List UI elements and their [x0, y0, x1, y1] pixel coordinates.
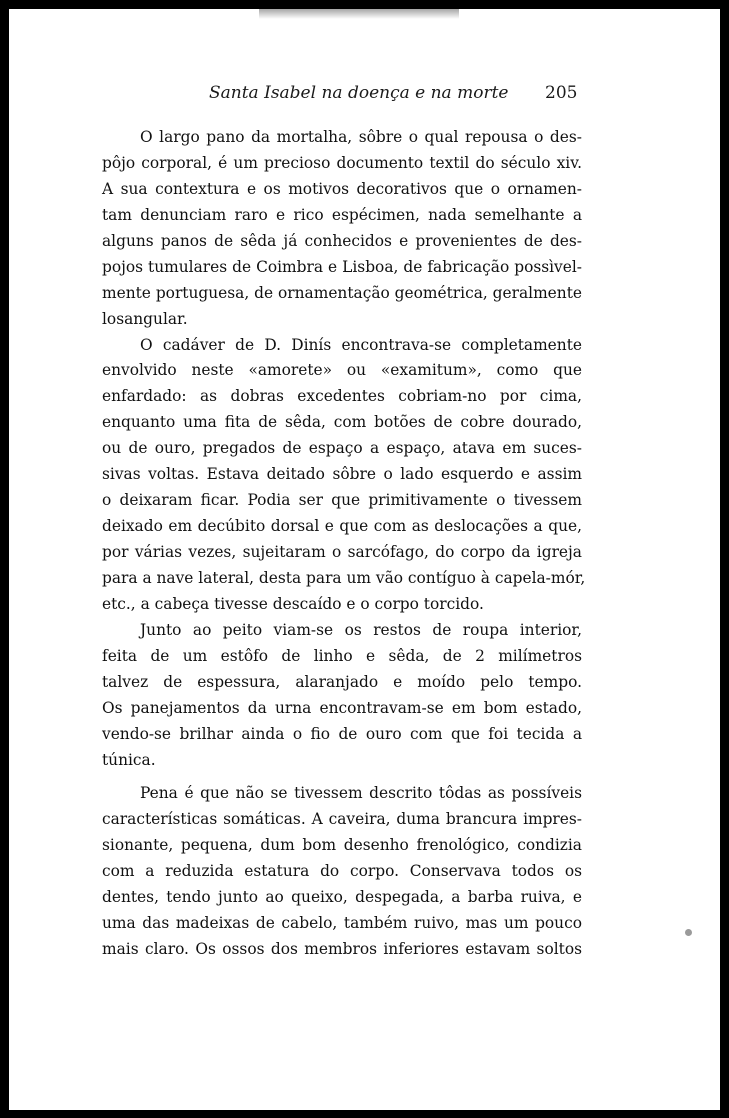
text-line: mais claro. Os ossos dos membros inferiores estavam soltos [102, 940, 582, 959]
text-line: enquanto uma fita de sêda, com botões de cobre dourado, [102, 413, 582, 432]
paragraph-gap [102, 773, 582, 781]
text-line: por várias vezes, sujeitaram o sarcófago, do corpo da igreja [102, 543, 582, 561]
text-line: Junto ao peito viam-se os restos de roupa interior, [140, 620, 582, 639]
text-line: O largo pano da mortalha, sôbre o qual repousa o des- [140, 128, 582, 146]
text-line: feita de um estôfo de linho e sêda, de 2 milímetros [102, 646, 582, 665]
paragraph-4 [102, 781, 582, 963]
text-line: etc., a cabeça tivesse descaído e o corpo torcido. [102, 594, 484, 613]
paragraph-3 [102, 618, 582, 774]
paragraph-1 [102, 125, 582, 333]
scan-smudge [259, 9, 459, 19]
text-line: pôjo corporal, é um precioso documento textil do século xiv. [102, 153, 582, 172]
text-line: O cadáver de D. Dinís encontrava-se completamente [140, 335, 582, 354]
text-line: A sua contextura e os motivos decorativos que o ornamen- [102, 179, 582, 198]
text-line: com a reduzida estatura do corpo. Conservava todos os [102, 862, 582, 881]
scan-speck [685, 929, 692, 936]
text-line: Pena é que não se tivessem descrito tôdas as possíveis [140, 784, 582, 803]
text-line: envolvido neste «amorete» ou «examitum», como que [102, 361, 582, 380]
text-line: vendo-se brilhar ainda o fio de ouro com que foi tecida a [102, 724, 582, 743]
running-head [9, 83, 720, 107]
text-line: sivas voltas. Estava deitado sôbre o lado esquerdo e assim [102, 465, 582, 484]
text-line: sionante, pequena, dum bom desenho frenológico, condizia [102, 836, 582, 855]
body-text [102, 125, 586, 963]
text-line: para a nave lateral, desta para um vão contíguo à capela-mór, [102, 568, 586, 587]
text-line: alguns panos de sêda já conhecidos e provenientes de des- [102, 231, 582, 250]
text-line: enfardado: as dobras excedentes cobriam-no por cima, [102, 387, 582, 406]
text-line: túnica. [102, 750, 156, 769]
text-line: pojos tumulares de Coimbra e Lisboa, de fabricação possìvel- [102, 257, 582, 276]
text-line: uma das madeixas de cabelo, também ruivo, mas um pouco [102, 914, 582, 933]
text-line: Os panejamentos da urna encontravam-se em bom estado, [102, 698, 582, 717]
text-line: losangular. [102, 309, 188, 328]
text-line: tam denunciam raro e rico espécimen, nada semelhante a [102, 205, 582, 224]
page-sheet [6, 6, 723, 1113]
text-line: o deixaram ficar. Podia ser que primitivamente o tivessem [102, 491, 582, 510]
running-head-title: Santa Isabel na doença e na morte [209, 83, 509, 103]
text-line: deixado em decúbito dorsal e que com as deslocações a que, [102, 517, 582, 536]
text-line: talvez de espessura, alaranjado e moído pelo tempo. [102, 672, 582, 691]
paragraph-2 [102, 333, 586, 618]
text-line: ou de ouro, pregados de espaço a espaço, atava em suces- [102, 439, 582, 458]
page-number: 205 [545, 83, 578, 103]
text-line: características somáticas. A caveira, duma brancura impres- [102, 810, 582, 829]
text-line: dentes, tendo junto ao queixo, despegada, a barba ruiva, e [102, 888, 582, 907]
text-line: mente portuguesa, de ornamentação geométrica, geralmente [102, 283, 582, 302]
